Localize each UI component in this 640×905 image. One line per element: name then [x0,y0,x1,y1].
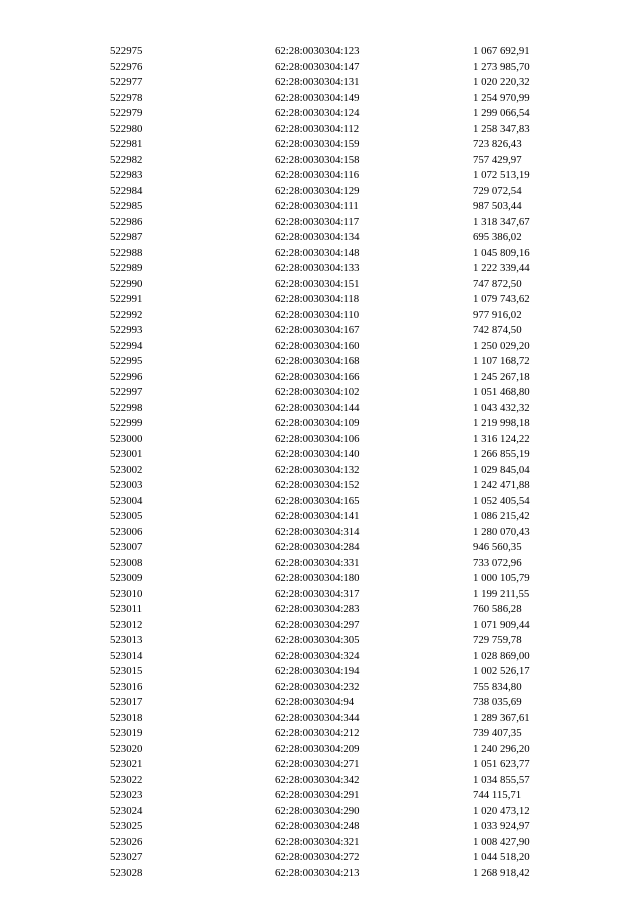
table-row [110,540,593,556]
cadastral-number: 62:28:0030304:165 [275,494,360,507]
row-number: 523000 [110,432,143,445]
cadastral-value: 1 086 215,42 [473,510,530,522]
cadastral-value: 1 045 809,16 [473,246,530,259]
cadastral-number: 62:28:0030304:194 [275,665,360,677]
row-number: 522998 [110,401,143,414]
cadastral-value: 1 199 211,55 [473,587,530,600]
row-number: 522982 [110,153,143,166]
table-row [110,509,593,525]
cadastral-value: 1 028 869,00 [473,649,530,662]
cadastral-number: 62:28:0030304:248 [275,820,360,832]
cadastral-value: 760 586,28 [473,603,522,615]
row-number: 523021 [110,758,143,770]
cadastral-value: 1 266 855,19 [473,448,530,460]
cadastral-value: 742 874,50 [473,324,522,336]
cadastral-value-table [110,44,593,881]
row-number: 523023 [110,789,143,801]
row-number: 523015 [110,665,143,677]
cadastral-number: 62:28:0030304:324 [275,649,360,662]
table-row [110,587,593,603]
cadastral-value: 1 034 855,57 [473,773,530,786]
cadastral-number: 62:28:0030304:124 [275,107,360,119]
cadastral-value: 1 051 468,80 [473,386,530,398]
row-number: 523013 [110,634,143,646]
table-row [110,571,593,587]
cadastral-value: 1 107 168,72 [473,355,530,367]
table-row [110,819,593,835]
cadastral-number: 62:28:0030304:321 [275,835,360,848]
table-row [110,711,593,727]
cadastral-number: 62:28:0030304:131 [275,76,360,88]
row-number: 522996 [110,370,143,383]
row-number: 523012 [110,618,143,631]
cadastral-number: 62:28:0030304:118 [275,293,360,305]
table-row [110,184,593,200]
row-number: 522990 [110,277,143,290]
cadastral-number: 62:28:0030304:110 [275,308,360,321]
cadastral-number: 62:28:0030304:212 [275,727,360,739]
table-row [110,168,593,184]
row-number: 522995 [110,355,143,367]
cadastral-number: 62:28:0030304:342 [275,773,360,786]
cadastral-value: 738 035,69 [473,696,522,708]
table-row [110,385,593,401]
cadastral-value: 1 318 347,67 [473,215,530,228]
cadastral-value: 1 254 970,99 [473,91,530,104]
table-row [110,494,593,510]
cadastral-value: 977 916,02 [473,308,522,321]
cadastral-number: 62:28:0030304:305 [275,634,360,646]
table-row [110,44,593,60]
cadastral-number: 62:28:0030304:232 [275,680,360,693]
cadastral-value: 733 072,96 [473,556,522,569]
table-row [110,416,593,432]
row-number: 522988 [110,246,143,259]
table-row [110,199,593,215]
row-number: 522983 [110,169,143,181]
cadastral-value: 1 316 124,22 [473,432,530,445]
row-number: 522984 [110,184,143,197]
table-row [110,137,593,153]
row-number: 522976 [110,60,143,73]
row-number: 523003 [110,479,143,491]
row-number: 522975 [110,45,143,57]
table-row [110,370,593,386]
table-row [110,525,593,541]
table-row [110,742,593,758]
cadastral-number: 62:28:0030304:272 [275,851,360,863]
cadastral-number: 62:28:0030304:168 [275,355,360,367]
cadastral-value: 729 072,54 [473,184,522,197]
cadastral-number: 62:28:0030304:117 [275,215,360,228]
row-number: 523028 [110,866,143,879]
row-number: 523026 [110,835,143,848]
row-number: 522978 [110,91,143,104]
cadastral-value: 1 008 427,90 [473,835,530,848]
row-number: 522999 [110,417,143,429]
row-number: 522989 [110,262,143,274]
cadastral-number: 62:28:0030304:158 [275,153,360,166]
row-number: 522979 [110,107,143,119]
cadastral-value: 1 250 029,20 [473,339,530,352]
cadastral-value: 1 240 296,20 [473,742,530,755]
cadastral-value: 723 826,43 [473,138,522,150]
cadastral-number: 62:28:0030304:317 [275,587,360,600]
cadastral-value: 946 560,35 [473,541,522,553]
cadastral-value: 1 043 432,32 [473,401,530,414]
row-number: 523007 [110,541,143,553]
table-row [110,75,593,91]
cadastral-value: 747 872,50 [473,277,522,290]
table-row [110,602,593,618]
table-row [110,230,593,246]
table-row [110,323,593,339]
cadastral-number: 62:28:0030304:213 [275,866,360,879]
cadastral-number: 62:28:0030304:102 [275,386,360,398]
cadastral-value: 1 000 105,79 [473,572,530,584]
row-number: 523009 [110,572,143,584]
row-number: 523008 [110,556,143,569]
table-row [110,106,593,122]
row-number: 523022 [110,773,143,786]
cadastral-number: 62:28:0030304:284 [275,541,360,553]
cadastral-number: 62:28:0030304:271 [275,758,360,770]
cadastral-value: 1 219 998,18 [473,417,530,429]
row-number: 523025 [110,820,143,832]
table-row [110,122,593,138]
row-number: 522987 [110,231,143,243]
row-number: 522986 [110,215,143,228]
cadastral-number: 62:28:0030304:147 [275,60,360,73]
table-row [110,788,593,804]
table-row [110,664,593,680]
cadastral-number: 62:28:0030304:160 [275,339,360,352]
cadastral-number: 62:28:0030304:209 [275,742,360,755]
table-row [110,354,593,370]
table-row [110,556,593,572]
cadastral-number: 62:28:0030304:109 [275,417,360,429]
row-number: 523005 [110,510,143,522]
table-row [110,215,593,231]
cadastral-number: 62:28:0030304:331 [275,556,360,569]
row-number: 522985 [110,200,143,212]
row-number: 522980 [110,122,143,135]
cadastral-number: 62:28:0030304:123 [275,45,360,57]
cadastral-value: 1 067 692,91 [473,45,530,57]
row-number: 522997 [110,386,143,398]
table-row [110,91,593,107]
cadastral-value: 1 079 743,62 [473,293,530,305]
cadastral-number: 62:28:0030304:166 [275,370,360,383]
cadastral-number: 62:28:0030304:134 [275,231,360,243]
table-row [110,447,593,463]
row-number: 522977 [110,76,143,88]
cadastral-number: 62:28:0030304:159 [275,138,360,150]
cadastral-value: 1 052 405,54 [473,494,530,507]
table-row [110,866,593,882]
table-row [110,695,593,711]
cadastral-value: 744 115,71 [473,789,522,801]
row-number: 523002 [110,463,143,476]
table-row [110,804,593,820]
cadastral-number: 62:28:0030304:151 [275,277,360,290]
row-number: 523020 [110,742,143,755]
cadastral-number: 62:28:0030304:314 [275,525,360,538]
table-row [110,432,593,448]
table-body [110,44,593,881]
row-number: 523024 [110,804,143,817]
cadastral-number: 62:28:0030304:140 [275,448,360,460]
cadastral-value: 1 033 924,97 [473,820,530,832]
row-number: 523006 [110,525,143,538]
table-row [110,401,593,417]
row-number: 522991 [110,293,143,305]
row-number: 523019 [110,727,143,739]
cadastral-number: 62:28:0030304:144 [275,401,360,414]
cadastral-number: 62:28:0030304:148 [275,246,360,259]
cadastral-number: 62:28:0030304:149 [275,91,360,104]
cadastral-number: 62:28:0030304:116 [275,169,360,181]
cadastral-value: 755 834,80 [473,680,522,693]
cadastral-value: 1 020 473,12 [473,804,530,817]
table-row [110,261,593,277]
cadastral-value: 1 258 347,83 [473,122,530,135]
cadastral-value: 1 029 845,04 [473,463,530,476]
cadastral-number: 62:28:0030304:291 [275,789,360,801]
row-number: 523017 [110,696,143,708]
cadastral-number: 62:28:0030304:344 [275,711,360,724]
table-row [110,757,593,773]
cadastral-value: 695 386,02 [473,231,522,243]
cadastral-value: 1 268 918,42 [473,866,530,879]
cadastral-number: 62:28:0030304:112 [275,122,360,135]
cadastral-number: 62:28:0030304:167 [275,324,360,336]
cadastral-value: 739 407,35 [473,727,522,739]
cadastral-value: 1 071 909,44 [473,618,530,631]
cadastral-number: 62:28:0030304:290 [275,804,360,817]
table-row [110,633,593,649]
table-row [110,649,593,665]
table-row [110,60,593,76]
table-row [110,680,593,696]
cadastral-value: 1 280 070,43 [473,525,530,538]
cadastral-value: 1 002 526,17 [473,665,530,677]
table-row [110,478,593,494]
table-row [110,246,593,262]
cadastral-value: 1 044 518,20 [473,851,530,863]
cadastral-value: 1 245 267,18 [473,370,530,383]
cadastral-value: 757 429,97 [473,153,522,166]
cadastral-number: 62:28:0030304:297 [275,618,360,631]
table-row [110,463,593,479]
row-number: 523027 [110,851,143,863]
row-number: 523011 [110,603,142,615]
cadastral-value: 1 242 471,88 [473,479,530,491]
row-number: 522981 [110,138,143,150]
cadastral-number: 62:28:0030304:132 [275,463,360,476]
cadastral-value: 1 072 513,19 [473,169,530,181]
cadastral-value: 1 020 220,32 [473,76,530,88]
cadastral-value: 1 299 066,54 [473,107,530,119]
table-row [110,850,593,866]
row-number: 523004 [110,494,143,507]
cadastral-number: 62:28:0030304:111 [275,200,359,212]
table-row [110,835,593,851]
table-row [110,773,593,789]
cadastral-value: 1 051 623,77 [473,758,530,770]
cadastral-value: 729 759,78 [473,634,522,646]
cadastral-number: 62:28:0030304:94 [275,696,355,708]
row-number: 522994 [110,339,143,352]
table-row [110,277,593,293]
row-number: 523018 [110,711,143,724]
row-number: 523001 [110,448,143,460]
cadastral-value: 1 289 367,61 [473,711,530,724]
row-number: 523016 [110,680,143,693]
table-row [110,308,593,324]
table-row [110,339,593,355]
row-number: 522993 [110,324,143,336]
cadastral-value: 1 273 985,70 [473,60,530,73]
cadastral-number: 62:28:0030304:180 [275,572,360,584]
row-number: 522992 [110,308,143,321]
cadastral-number: 62:28:0030304:133 [275,262,360,274]
cadastral-value: 1 222 339,44 [473,262,530,274]
cadastral-value: 987 503,44 [473,200,522,212]
cadastral-number: 62:28:0030304:283 [275,603,360,615]
row-number: 523014 [110,649,143,662]
cadastral-number: 62:28:0030304:106 [275,432,360,445]
cadastral-number: 62:28:0030304:129 [275,184,360,197]
table-row [110,292,593,308]
table-row [110,618,593,634]
table-row [110,726,593,742]
cadastral-number: 62:28:0030304:141 [275,510,360,522]
row-number: 523010 [110,587,143,600]
table-row [110,153,593,169]
cadastral-number: 62:28:0030304:152 [275,479,360,491]
